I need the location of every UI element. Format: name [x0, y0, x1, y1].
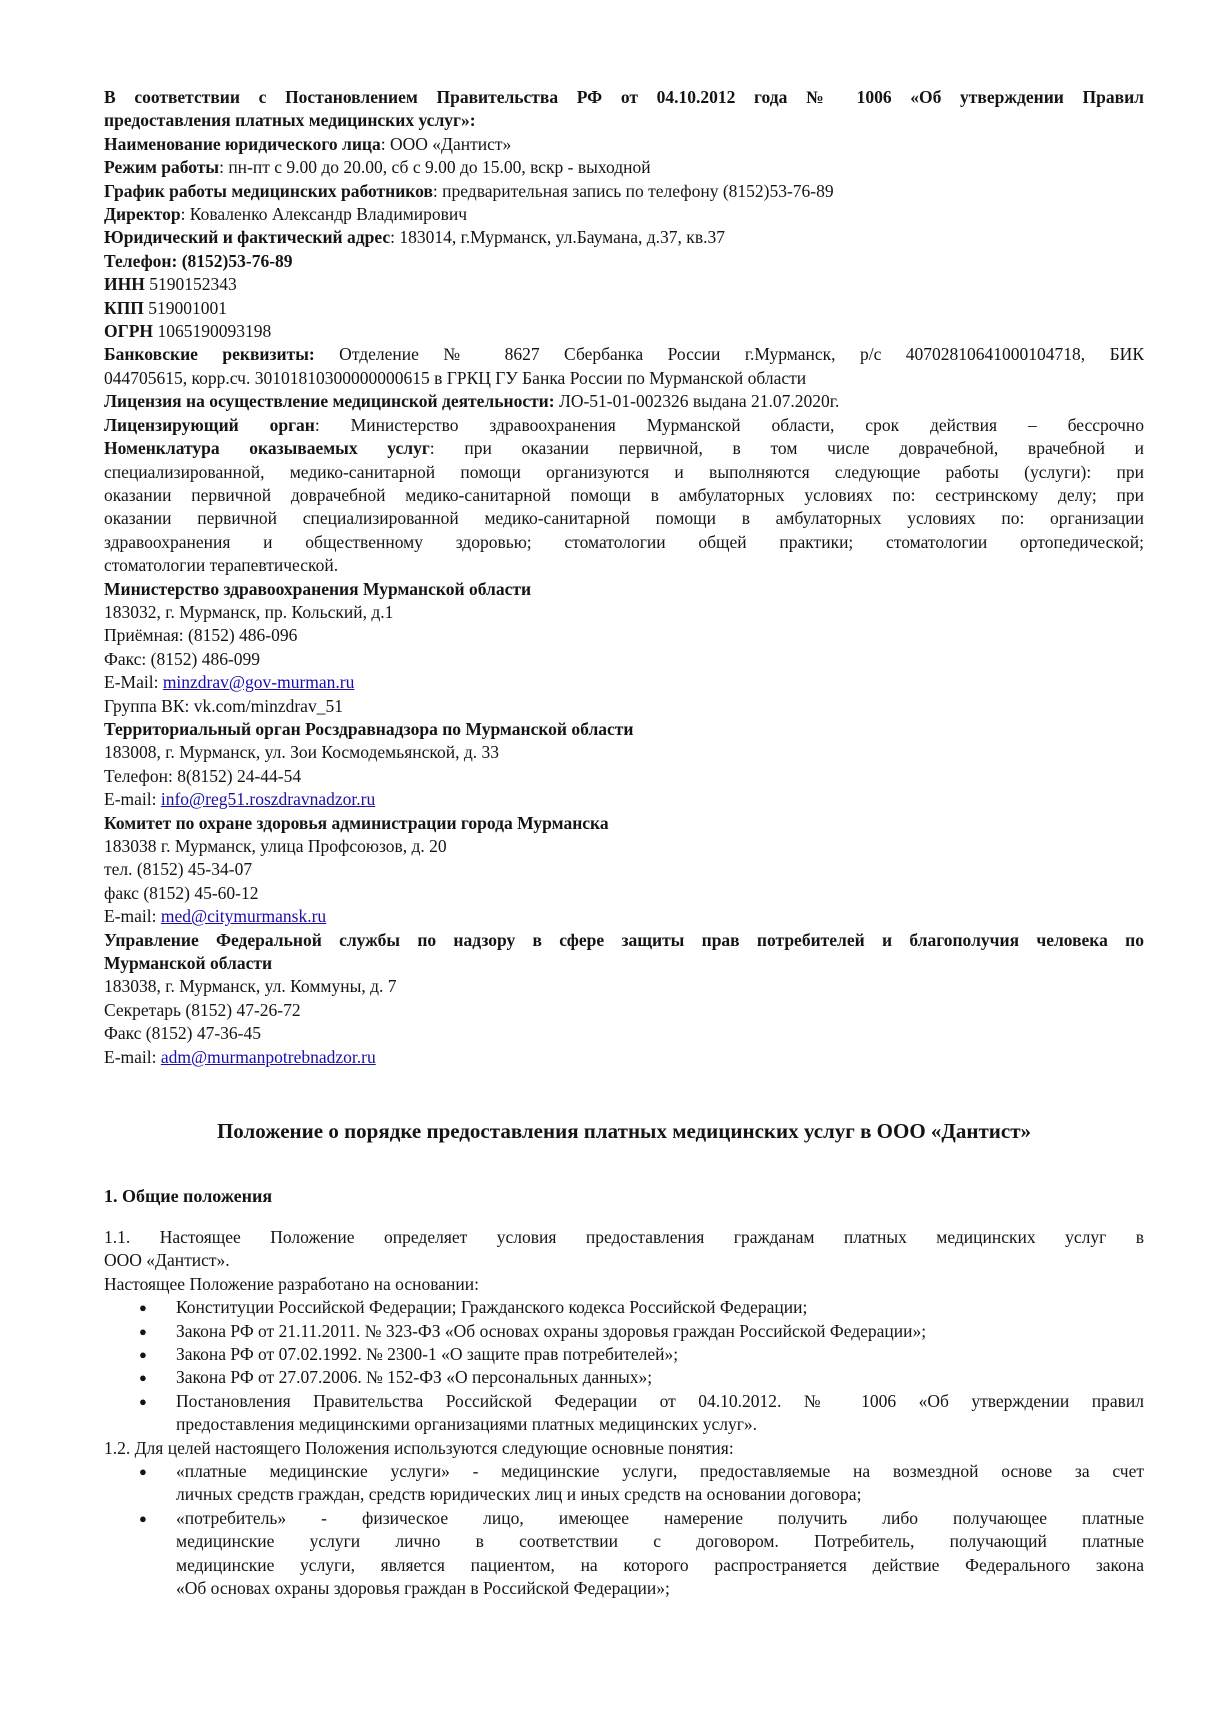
list-item-text: «потребитель» - физическое лицо, имеющее намерение получить либо получающее платные — [176, 1507, 1144, 1528]
list-item — [104, 1390, 1144, 1437]
email-label: E-mail: — [104, 906, 161, 927]
field-label: Директор — [104, 204, 181, 225]
field-label: Банковские реквизиты: — [104, 344, 315, 365]
contact-line: Секретарь (8152) 47-26-72 — [104, 999, 301, 1020]
list-item-text: предоставления медицинскими организациями платных медицинских услуг». — [176, 1414, 758, 1435]
basis-list — [104, 1296, 1144, 1436]
field-label: ИНН — [104, 274, 145, 295]
contact-line: Телефон: 8(8152) 24-44-54 — [104, 765, 302, 786]
contact-title: Управление Федеральной службы по надзору в сфере защиты прав потребителей и благополучия человека по — [104, 929, 1144, 950]
contact-line: Группа ВК: vk.com/minzdrav_51 — [104, 695, 343, 716]
contact-block-health-committee — [104, 812, 1144, 929]
email-link[interactable]: minzdrav@gov-murman.ru — [162, 672, 355, 693]
field-value: ЛО-51-01-002326 выдана 21.07.2020г. — [554, 391, 840, 412]
list-item-text: личных средств граждан, средств юридических лиц и иных средств на основании договора; — [176, 1484, 862, 1505]
basis-intro: Настоящее Положение разработано на основании: — [104, 1273, 479, 1294]
contact-line: 183008, г. Мурманск, ул. Зои Космодемьянской, д. 33 — [104, 742, 500, 763]
nomenclature-line: оказании первичной доврачебной медико-санитарной помощи в амбулаторных условиях по: сестринскому делу; при — [104, 484, 1144, 505]
nomenclature-line: специализированной, медико-санитарной помощи организуются и выполняются следующие работы (услуги): при — [104, 461, 1144, 482]
list-item — [104, 1460, 1144, 1507]
contact-title: Территориальный орган Росздравнадзора по Мурманской области — [104, 718, 634, 739]
list-item-text: Постановления Правительства Российской Федерации от 04.10.2012. № 1006 «Об утверждении правил — [176, 1390, 1144, 1411]
field-value: : Коваленко Александр Владимирович — [180, 204, 468, 225]
field-bank-details-cont: 044705615, корр.сч. 30101810300000000615 в ГРКЦ ГУ Банка России по Мурманской области — [104, 367, 807, 388]
email-link[interactable]: info@reg51.roszdravnadzor.ru — [160, 789, 376, 810]
field-value: : пн-пт с 9.00 до 20.00, сб с 9.00 до 15.00, вскр - выходной — [219, 157, 651, 178]
contact-line: Факс (8152) 47-36-45 — [104, 1023, 261, 1044]
email-label: E-Mail: — [104, 672, 163, 693]
field-director — [104, 203, 1144, 226]
bullet-icon: ● — [139, 1463, 147, 1479]
contact-line: Факс: (8152) 486-099 — [104, 648, 261, 669]
contact-block-minzdrav — [104, 578, 1144, 718]
field-label: ОГРН — [104, 321, 154, 342]
field-nomenclature — [104, 437, 1144, 460]
email-label: E-mail: — [104, 1046, 161, 1067]
list-item — [104, 1320, 1144, 1343]
contact-line: 183038 г. Мурманск, улица Профсоюзов, д. 20 — [104, 836, 447, 856]
definitions-list — [104, 1460, 1144, 1600]
list-item — [104, 1343, 1144, 1366]
contact-line: тел. (8152) 45-34-07 — [104, 859, 253, 880]
contact-line: 183032, г. Мурманск, пр. Кольский, д.1 — [104, 601, 394, 622]
field-kpp — [104, 297, 1144, 320]
field-label: КПП — [104, 297, 144, 318]
field-inn — [104, 273, 1144, 296]
field-value: : Министерство здравоохранения Мурманской области, срок действия – бессрочно — [314, 414, 1144, 435]
list-item — [104, 1366, 1144, 1389]
document-page — [104, 86, 1144, 1600]
field-value: 519001001 — [143, 297, 228, 318]
field-value: 1065190093198 — [153, 321, 272, 342]
list-item-text: Закона РФ от 27.07.2006. № 152-ФЗ «О персональных данных»; — [176, 1367, 653, 1388]
nomenclature-line: здравоохранения и общественному здоровью; стоматологии общей практики; стоматологии ортопедической; — [104, 531, 1144, 552]
contact-email-row — [104, 671, 1144, 694]
field-phone — [104, 250, 1144, 273]
section-heading: 1. Общие положения — [104, 1186, 273, 1207]
field-value: : ООО «Дантист» — [380, 133, 512, 154]
bullet-icon: ● — [139, 1346, 147, 1362]
field-value: Отделение № 8627 Сбербанка России г.Мурманск, р/с 40702810641000104718, БИК — [314, 344, 1144, 365]
field-value: 5190152343 — [144, 274, 237, 295]
contact-email-row — [104, 788, 1144, 811]
paragraph-1-1: 1.1. Настоящее Положение определяет условия предоставления гражданам платных медицинских услуг в — [104, 1226, 1144, 1247]
paragraph-1-1-cont: ООО «Дантист». — [104, 1250, 230, 1271]
field-value: : предварительная запись по телефону (8152)53-76-89 — [432, 180, 834, 201]
field-org-name — [104, 133, 1144, 156]
decree-line: В соответствии с Постановлением Правительства РФ от 04.10.2012 года № 1006 «Об утверждении Правил — [104, 87, 1144, 107]
list-item-text: «Об основах охраны здоровья граждан в Российской Федерации»; — [176, 1577, 670, 1598]
field-work-hours — [104, 156, 1144, 179]
field-ogrn — [104, 320, 1144, 343]
list-item — [104, 1507, 1144, 1601]
list-item-text: медицинские услуги, является пациентом, на которого распространяется действие Федерального закона — [176, 1554, 1144, 1575]
contact-email-row — [104, 1046, 1144, 1069]
field-license — [104, 390, 1144, 413]
field-label: Режим работы — [104, 157, 220, 178]
organization-fields — [104, 133, 1144, 578]
list-item-text: Закона РФ от 07.02.1992. № 2300-1 «О защите прав потребителей»; — [176, 1343, 679, 1364]
email-label: E-mail: — [104, 789, 161, 810]
field-label: График работы медицинских работников — [104, 180, 433, 201]
nomenclature-line: оказании первичной специализированной медико-санитарной помощи в амбулаторных условиях по: организации — [104, 508, 1144, 529]
bullet-icon: ● — [139, 1370, 147, 1386]
field-label: Лицензирующий орган — [104, 414, 315, 435]
field-licensor — [104, 414, 1144, 437]
contact-title: Министерство здравоохранения Мурманской области — [104, 578, 532, 599]
decree-intro — [104, 86, 1144, 133]
contact-line: факс (8152) 45-60-12 — [104, 882, 259, 903]
list-item — [104, 1296, 1144, 1319]
field-value: : при оказании первичной, в том числе доврачебной, врачебной и — [429, 438, 1145, 459]
list-item-text: Конституции Российской Федерации; Гражданского кодекса Российской Федерации; — [176, 1297, 808, 1318]
contact-email-row — [104, 905, 1144, 928]
field-label: Юридический и фактический адрес — [104, 227, 391, 248]
email-link[interactable]: adm@murmanpotrebnadzor.ru — [160, 1046, 376, 1067]
field-label: Лицензия на осуществление медицинской деятельности: — [104, 391, 555, 412]
field-staff-schedule — [104, 180, 1144, 203]
contact-title: Комитет по охране здоровья администрации города Мурманска — [104, 812, 609, 833]
contact-title: Мурманской области — [104, 953, 273, 974]
field-value: : 183014, г.Мурманск, ул.Баумана, д.37, кв.37 — [390, 227, 725, 248]
field-address — [104, 226, 1144, 249]
list-item-text: «платные медицинские услуги» - медицинские услуги, предоставляемые на возмездной основе за счет — [176, 1460, 1144, 1481]
contact-block-rospotrebnadzor — [104, 929, 1144, 1069]
email-link[interactable]: med@citymurmansk.ru — [160, 906, 327, 927]
bullet-icon: ● — [139, 1323, 147, 1339]
field-label: Наименование юридического лица — [104, 133, 381, 154]
bullet-icon: ● — [139, 1300, 147, 1316]
field-bank-details — [104, 343, 1144, 366]
contact-line: 183038, г. Мурманск, ул. Коммуны, д. 7 — [104, 976, 397, 997]
bullet-icon: ● — [139, 1510, 147, 1526]
contact-line: Приёмная: (8152) 486-096 — [104, 625, 298, 646]
list-item-text: Закона РФ от 21.11.2011. № 323-ФЗ «Об основах охраны здоровья граждан Российской Федерации»; — [176, 1320, 927, 1341]
decree-line: предоставления платных медицинских услуг»: — [104, 110, 476, 131]
paragraph-1-2: 1.2. Для целей настоящего Положения используются следующие основные понятия: — [104, 1437, 734, 1458]
regulation-title: Положение о порядке предоставления платных медицинских услуг в ООО «Дантист» — [216, 1119, 1032, 1144]
field-label: Номенклатура оказываемых услуг — [104, 438, 430, 459]
field-label: Телефон: (8152)53-76-89 — [104, 250, 293, 271]
nomenclature-line: стоматологии терапевтической. — [104, 555, 339, 576]
contact-block-roszdravnadzor — [104, 718, 1144, 812]
list-item-text: медицинские услуги лично в соответствии с договором. Потребитель, получающий платные — [176, 1531, 1144, 1552]
bullet-icon: ● — [139, 1393, 147, 1409]
